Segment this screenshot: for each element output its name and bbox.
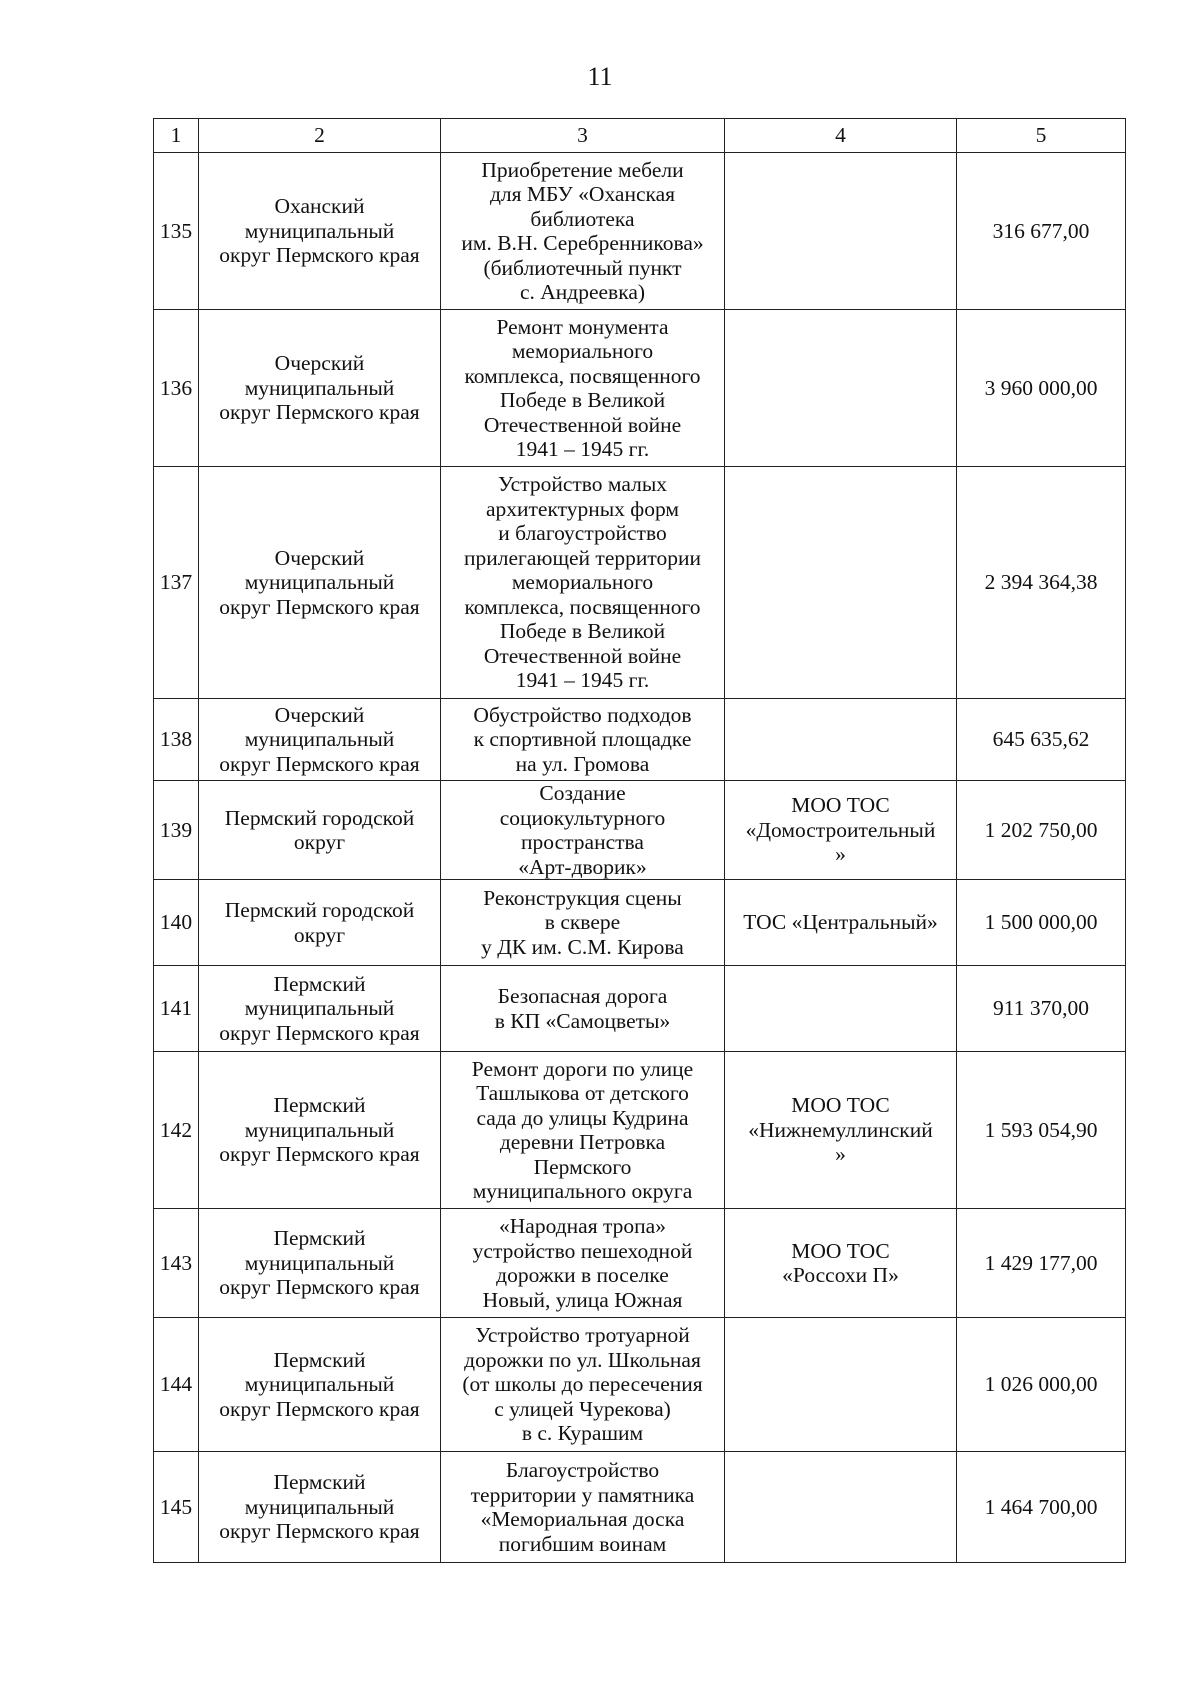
row-number-text: 144 [159, 1372, 193, 1397]
project-line: Создание [539, 781, 626, 805]
row-number [154, 699, 199, 781]
table-row [154, 1452, 1126, 1563]
amount-text: 1 500 000,00 [984, 910, 1098, 935]
municipality-cell [199, 153, 441, 310]
project-cell [441, 781, 725, 880]
table-row [154, 1052, 1126, 1209]
project-line: им. В.Н. Серебренникова» [461, 231, 704, 255]
municipality-line: Пермский городской [224, 805, 415, 830]
project-cell [441, 1209, 725, 1318]
municipality-line: округ Пермского края [219, 400, 420, 425]
project-cell [441, 880, 725, 966]
municipality-cell [199, 1318, 441, 1452]
amount-cell [957, 699, 1126, 781]
project-line: (от школы до пересечения [462, 1372, 703, 1397]
municipality-line: округ Пермского края [219, 1275, 420, 1300]
municipality-line: округ [293, 830, 346, 854]
project-line: Ремонт монумента [496, 314, 669, 339]
amount-text: 1 202 750,00 [984, 817, 1098, 842]
municipality-line: Очерский [274, 351, 365, 376]
initiator-cell [725, 153, 957, 310]
amount-cell [957, 1209, 1126, 1318]
row-number-text: 135 [159, 218, 193, 243]
municipality-cell [199, 310, 441, 467]
project-line: Устройство тротуарной [475, 1323, 690, 1348]
project-line: Пермского [533, 1154, 632, 1179]
row-number [154, 1052, 199, 1209]
project-line: Отечественной войне [483, 643, 682, 668]
row-number-text: 142 [159, 1117, 193, 1142]
municipality-cell [199, 966, 441, 1052]
municipality-line: Оханский [274, 194, 365, 219]
row-number [154, 880, 199, 966]
initiator-cell [725, 880, 957, 966]
municipality-cell [199, 781, 441, 880]
project-cell [441, 1052, 725, 1209]
project-line: (библиотечный пункт [483, 255, 682, 280]
row-number [154, 1209, 199, 1318]
row-number [154, 1452, 199, 1563]
municipality-line: муниципальный [244, 1494, 395, 1519]
row-number [154, 310, 199, 467]
project-line: комплекса, посвященного [464, 594, 701, 619]
municipality-line: округ [293, 922, 346, 947]
amount-text: 645 635,62 [992, 727, 1090, 752]
initiator-cell [725, 699, 957, 781]
municipality-line: Пермский городской [224, 898, 415, 922]
project-line: с. Андреевка) [519, 280, 646, 304]
grants-table [153, 118, 1126, 1563]
project-line: Победе в Великой [499, 388, 666, 412]
project-line: Новый, улица Южная [482, 1287, 683, 1312]
project-line: сада до улицы Кудрина [476, 1105, 689, 1130]
municipality-line: Пермский [273, 1093, 366, 1118]
project-line: «Народная тропа» [499, 1214, 666, 1238]
municipality-line: Пермский [273, 1470, 366, 1495]
initiator-cell [725, 1452, 957, 1563]
project-line: устройство пешеходной [472, 1238, 693, 1263]
municipality-line: округ Пермского края [219, 1396, 420, 1421]
project-line: на ул. Громова [515, 751, 650, 776]
initiator-line: «Нижнемуллинский [748, 1117, 933, 1142]
municipality-line: муниципальный [244, 727, 395, 752]
project-line: Безопасная дорога [497, 984, 668, 1008]
header-row [154, 119, 1126, 153]
municipality-line: Пермский [273, 1226, 366, 1251]
table-row [154, 467, 1126, 699]
project-line: 1941 – 1945 гг. [515, 668, 650, 693]
row-number [154, 781, 199, 880]
project-line: муниципального округа [472, 1179, 693, 1203]
project-line: у ДК им. С.М. Кирова [481, 934, 684, 959]
municipality-cell [199, 1452, 441, 1563]
project-line: Приобретение мебели [481, 157, 684, 182]
table-row [154, 781, 1126, 880]
amount-cell [957, 966, 1126, 1052]
project-line: Отечественной войне [483, 412, 682, 437]
row-number-text: 145 [159, 1494, 193, 1519]
table-row [154, 966, 1126, 1052]
initiator-cell [725, 966, 957, 1052]
project-cell [441, 153, 725, 310]
municipality-line: округ Пермского края [219, 594, 420, 619]
municipality-line: округ Пермского края [219, 751, 420, 776]
project-line: архитектурных форм [485, 496, 680, 521]
project-line: в с. Курашим [521, 1421, 644, 1446]
project-line: к спортивной площадке [473, 727, 692, 752]
amount-cell [957, 1318, 1126, 1452]
initiator-cell [725, 1209, 957, 1318]
municipality-line: Пермский [273, 1347, 366, 1372]
row-number-text: 141 [159, 996, 193, 1021]
project-line: Ташлыкова от детского [476, 1081, 689, 1105]
municipality-cell [199, 1209, 441, 1318]
column-header-5: 5 [957, 119, 1126, 153]
initiator-cell [725, 310, 957, 467]
municipality-cell [199, 1052, 441, 1209]
municipality-line: муниципальный [244, 218, 395, 243]
table-row [154, 153, 1126, 310]
project-line: в КП «Самоцветы» [494, 1008, 671, 1033]
initiator-line: «Домостроительный [745, 817, 936, 842]
amount-text: 2 394 364,38 [984, 570, 1098, 595]
table-body [154, 153, 1126, 1563]
initiator-line: МОО ТОС [791, 793, 890, 818]
row-number-text: 138 [159, 727, 193, 752]
initiator-line: МОО ТОС [791, 1238, 890, 1263]
municipality-line: Очерский [274, 702, 365, 727]
amount-cell [957, 781, 1126, 880]
column-header-3: 3 [441, 119, 725, 153]
project-cell [441, 1318, 725, 1452]
project-line: Реконструкция сцены [483, 885, 682, 910]
row-number [154, 966, 199, 1052]
municipality-line: муниципальный [244, 1372, 395, 1397]
project-line: с улицей Чурекова) [494, 1396, 671, 1421]
row-number [154, 1318, 199, 1452]
municipality-line: Очерский [274, 545, 365, 570]
column-header-1: 1 [154, 119, 199, 153]
row-number-text: 143 [159, 1250, 193, 1275]
project-line: Ремонт дороги по улице [471, 1056, 694, 1081]
initiator-line: » [835, 1142, 846, 1167]
initiator-line: ТОС «Центральный» [743, 910, 938, 935]
project-line: в сквере [544, 910, 621, 935]
project-line: 1941 – 1945 гг. [515, 437, 650, 461]
project-line: Обустройство подходов [473, 702, 692, 727]
amount-text: 1 026 000,00 [984, 1372, 1098, 1397]
municipality-line: муниципальный [244, 375, 395, 400]
row-number-text: 139 [159, 817, 193, 842]
amount-text: 1 464 700,00 [984, 1494, 1098, 1519]
project-line: дорожки в поселке [496, 1263, 669, 1287]
amount-cell [957, 310, 1126, 467]
page-number: 11 [587, 62, 613, 91]
project-line: и благоустройство [498, 521, 667, 546]
amount-cell [957, 880, 1126, 966]
project-line: дорожки по ул. Школьная [464, 1347, 701, 1372]
table-row [154, 1209, 1126, 1318]
column-header-4: 4 [725, 119, 957, 153]
project-line: мемориального [511, 339, 654, 363]
initiator-cell [725, 1052, 957, 1209]
amount-cell [957, 467, 1126, 699]
initiator-line: «Россохи П» [782, 1263, 899, 1287]
row-number-text: 140 [159, 910, 193, 935]
project-line: прилегающей территории [463, 545, 701, 570]
project-line: «Мемориальная доска [480, 1507, 685, 1531]
row-number-text: 137 [159, 570, 193, 595]
project-line: комплекса, посвященного [464, 363, 701, 388]
initiator-cell [725, 1318, 957, 1452]
initiator-line: МОО ТОС [791, 1093, 890, 1118]
project-line: библиотека [530, 206, 635, 231]
column-header-2: 2 [199, 119, 441, 153]
municipality-line: округ Пермского края [219, 243, 420, 268]
project-line: для МБУ «Оханская [489, 182, 676, 206]
municipality-cell [199, 880, 441, 966]
project-cell [441, 467, 725, 699]
project-line: пространства [521, 830, 644, 854]
table-row [154, 880, 1126, 966]
project-line: Победе в Великой [499, 619, 666, 644]
amount-text: 316 677,00 [992, 218, 1090, 243]
amount-cell [957, 1052, 1126, 1209]
table-row [154, 310, 1126, 467]
amount-text: 1 593 054,90 [984, 1117, 1098, 1142]
initiator-cell [725, 781, 957, 880]
project-cell [441, 310, 725, 467]
table-row [154, 1318, 1126, 1452]
amount-cell [957, 1452, 1126, 1563]
project-line: деревни Петровка [499, 1130, 666, 1154]
project-line: «Арт-дворик» [518, 854, 647, 879]
municipality-line: округ Пермского края [219, 1519, 420, 1544]
project-line: Устройство малых [497, 472, 668, 497]
initiator-cell [725, 467, 957, 699]
municipality-line: муниципальный [244, 1250, 395, 1275]
project-line: социокультурного [499, 805, 666, 830]
project-line: территории у памятника [470, 1482, 695, 1507]
row-number [154, 467, 199, 699]
row-number-text: 136 [159, 375, 193, 400]
initiator-line: » [835, 842, 846, 867]
municipality-cell [199, 699, 441, 781]
municipality-line: Пермский [273, 971, 366, 996]
municipality-line: муниципальный [244, 996, 395, 1021]
amount-text: 1 429 177,00 [984, 1250, 1098, 1275]
amount-text: 3 960 000,00 [984, 375, 1098, 400]
project-line: погибшим воинам [498, 1531, 667, 1556]
amount-cell [957, 153, 1126, 310]
project-cell [441, 1452, 725, 1563]
project-line: Благоустройство [505, 1458, 660, 1482]
project-cell [441, 966, 725, 1052]
municipality-line: муниципальный [244, 570, 395, 595]
municipality-line: муниципальный [244, 1117, 395, 1142]
table-row [154, 699, 1126, 781]
project-line: мемориального [511, 570, 654, 595]
amount-text: 911 370,00 [993, 996, 1089, 1021]
project-cell [441, 699, 725, 781]
municipality-line: округ Пермского края [219, 1020, 420, 1045]
municipality-cell [199, 467, 441, 699]
row-number [154, 153, 199, 310]
municipality-line: округ Пермского края [219, 1142, 420, 1167]
